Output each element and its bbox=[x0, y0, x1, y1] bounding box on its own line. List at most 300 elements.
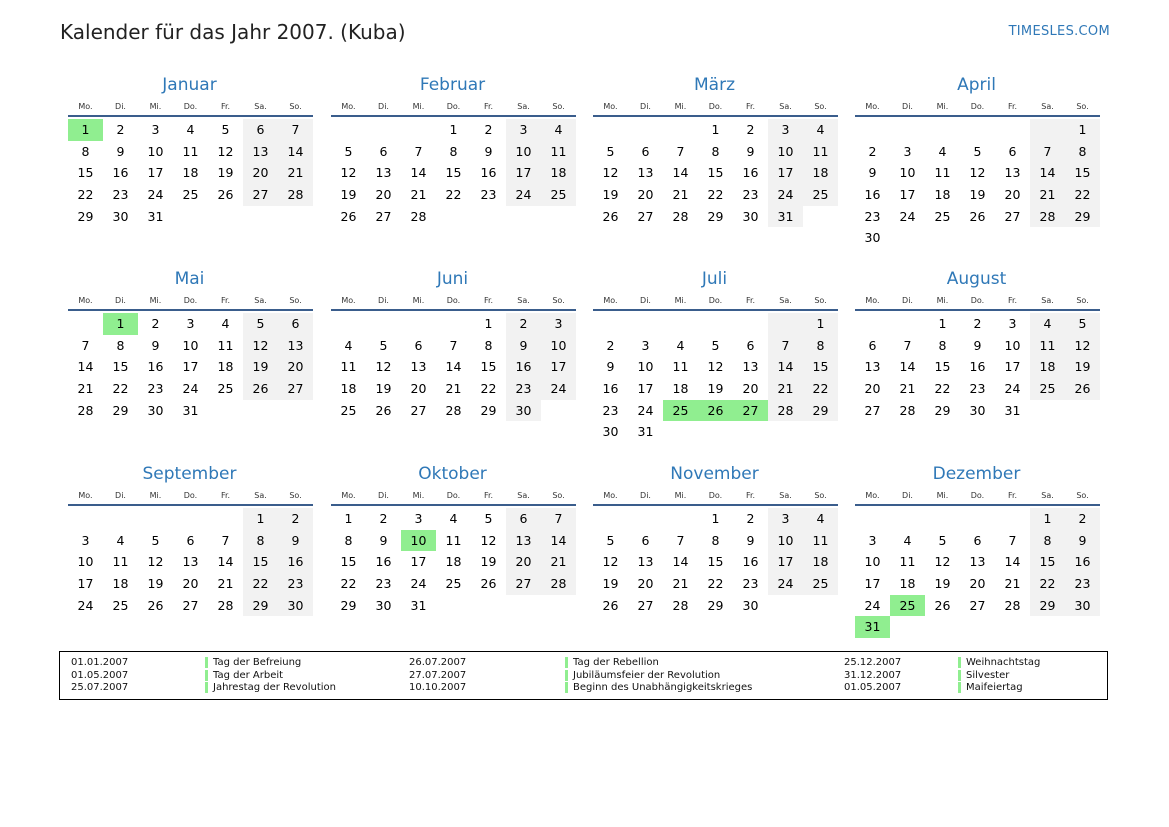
empty-cell bbox=[768, 421, 803, 443]
day-cell: 17 bbox=[506, 162, 541, 184]
day-cell: 17 bbox=[864, 576, 881, 592]
weekday-label: Fr. bbox=[1007, 491, 1018, 500]
weekday-header bbox=[331, 100, 576, 114]
weekday-label: Mi. bbox=[936, 102, 949, 111]
weekday-label: Mo. bbox=[341, 102, 356, 111]
weekday-label: Fr. bbox=[1007, 102, 1018, 111]
day-cell: 22 bbox=[77, 187, 94, 203]
day-cell: 28 bbox=[1030, 206, 1065, 228]
day-cell: 14 bbox=[445, 359, 462, 375]
day-cell: 12 bbox=[1065, 335, 1100, 357]
weekday-label: Sa. bbox=[254, 296, 267, 305]
empty-cell bbox=[68, 313, 103, 335]
day-cell: 21 bbox=[899, 381, 916, 397]
day-cell: 15 bbox=[77, 165, 94, 181]
empty-cell bbox=[436, 206, 471, 228]
day-cell: 1 bbox=[484, 316, 493, 331]
day-cell: 27 bbox=[506, 573, 541, 595]
weekday-header bbox=[593, 100, 838, 114]
weekday-header bbox=[855, 100, 1100, 114]
day-cell: 2 bbox=[746, 122, 755, 137]
day-cell: 18 bbox=[445, 554, 462, 570]
day-cell: 17 bbox=[637, 381, 654, 397]
day-cell: 26 bbox=[934, 597, 951, 613]
day-cell: 30 bbox=[506, 400, 541, 422]
header-rule bbox=[331, 115, 576, 117]
day-grid bbox=[593, 313, 838, 443]
month-3 bbox=[855, 74, 1100, 249]
day-cell: 11 bbox=[541, 141, 576, 163]
day-cell: 10 bbox=[1004, 337, 1021, 353]
day-cell: 20 bbox=[243, 162, 278, 184]
day-cell: 30 bbox=[864, 230, 881, 246]
day-cell: 23 bbox=[112, 187, 129, 203]
weekday-label: Do. bbox=[183, 491, 198, 500]
day-cell: 16 bbox=[506, 356, 541, 378]
day-grid bbox=[331, 313, 576, 421]
empty-cell bbox=[663, 421, 698, 443]
day-cell: 14 bbox=[410, 165, 427, 181]
day-cell: 6 bbox=[641, 532, 650, 548]
empty-cell bbox=[995, 227, 1030, 249]
day-cell: 16 bbox=[480, 165, 497, 181]
legend-date: 25.12.2007 bbox=[844, 657, 902, 668]
empty-cell bbox=[890, 227, 925, 249]
empty-cell bbox=[628, 508, 663, 530]
weekday-label: So. bbox=[552, 491, 565, 500]
header-rule bbox=[331, 504, 576, 506]
weekday-header bbox=[68, 294, 313, 308]
month-11 bbox=[855, 463, 1100, 638]
day-cell: 9 bbox=[484, 143, 493, 159]
day-cell: 22 bbox=[340, 576, 357, 592]
empty-cell bbox=[960, 119, 995, 141]
day-cell: 23 bbox=[506, 378, 541, 400]
day-cell: 10 bbox=[541, 335, 576, 357]
legend-holiday: Beginn des Unabhängigkeitskrieges bbox=[565, 682, 752, 693]
empty-cell bbox=[803, 595, 838, 617]
weekday-label: Mi. bbox=[149, 102, 162, 111]
empty-cell bbox=[208, 400, 243, 422]
day-cell: 1 bbox=[243, 508, 278, 530]
weekday-label: Fr. bbox=[745, 102, 756, 111]
day-cell: 7 bbox=[1030, 141, 1065, 163]
day-cell: 22 bbox=[1030, 573, 1065, 595]
legend-holiday: Silvester bbox=[958, 670, 1009, 681]
day-cell: 19 bbox=[340, 187, 357, 203]
day-cell: 3 bbox=[81, 532, 90, 548]
weekday-header bbox=[593, 294, 838, 308]
day-cell: 26 bbox=[969, 208, 986, 224]
day-cell: 8 bbox=[1065, 141, 1100, 163]
day-cell: 9 bbox=[506, 335, 541, 357]
day-cell: 17 bbox=[1004, 359, 1021, 375]
day-cell: 19 bbox=[217, 165, 234, 181]
header-rule bbox=[593, 309, 838, 311]
day-cell: 1 bbox=[711, 122, 720, 137]
weekday-label: Mi. bbox=[936, 491, 949, 500]
day-cell: 18 bbox=[672, 381, 689, 397]
weekday-header bbox=[68, 489, 313, 503]
day-cell: 26 bbox=[602, 208, 619, 224]
weekday-label: Di. bbox=[115, 296, 126, 305]
day-cell: 20 bbox=[637, 576, 654, 592]
day-cell: 25 bbox=[803, 184, 838, 206]
month-7 bbox=[855, 268, 1100, 421]
weekday-header bbox=[331, 489, 576, 503]
day-grid bbox=[331, 508, 576, 616]
day-cell: 9 bbox=[973, 337, 982, 353]
month-name: März bbox=[694, 75, 735, 95]
day-cell: 2 bbox=[973, 316, 982, 331]
weekday-label: Mi. bbox=[412, 491, 425, 500]
day-cell: 6 bbox=[746, 337, 755, 353]
day-cell: 18 bbox=[899, 576, 916, 592]
month-name: Februar bbox=[419, 75, 486, 95]
day-cell: 7 bbox=[449, 337, 458, 353]
day-cell: 23 bbox=[480, 187, 497, 203]
empty-cell bbox=[593, 313, 628, 335]
legend-holiday: Tag der Arbeit bbox=[205, 670, 283, 681]
day-cell: 6 bbox=[1008, 143, 1017, 159]
weekday-label: Mi. bbox=[149, 491, 162, 500]
day-cell: 15 bbox=[480, 359, 497, 375]
day-cell: 12 bbox=[340, 165, 357, 181]
legend-date: 31.12.2007 bbox=[844, 670, 902, 681]
empty-cell bbox=[208, 206, 243, 228]
day-cell: 28 bbox=[672, 208, 689, 224]
empty-cell bbox=[663, 508, 698, 530]
empty-cell bbox=[855, 313, 890, 335]
weekday-label: Sa. bbox=[517, 102, 530, 111]
day-cell: 7 bbox=[278, 119, 313, 141]
weekday-label: Sa. bbox=[254, 491, 267, 500]
day-cell: 23 bbox=[864, 208, 881, 224]
day-cell: 29 bbox=[934, 402, 951, 418]
day-cell: 1 bbox=[68, 119, 103, 141]
day-cell: 31 bbox=[855, 616, 890, 638]
empty-cell bbox=[663, 119, 698, 141]
weekday-label: Fr. bbox=[220, 102, 231, 111]
empty-cell bbox=[401, 119, 436, 141]
weekday-label: Mo. bbox=[341, 296, 356, 305]
day-cell: 8 bbox=[938, 337, 947, 353]
day-cell: 16 bbox=[864, 187, 881, 203]
legend-date: 26.07.2007 bbox=[409, 657, 467, 668]
day-cell: 24 bbox=[77, 597, 94, 613]
day-cell: 19 bbox=[147, 576, 164, 592]
day-cell: 19 bbox=[707, 381, 724, 397]
day-cell: 26 bbox=[217, 187, 234, 203]
empty-cell bbox=[331, 119, 366, 141]
day-cell: 16 bbox=[742, 165, 759, 181]
legend-date: 01.05.2007 bbox=[71, 670, 129, 681]
day-cell: 13 bbox=[375, 165, 392, 181]
day-cell: 27 bbox=[1004, 208, 1021, 224]
empty-cell bbox=[1030, 400, 1065, 422]
holiday-legend bbox=[59, 651, 1108, 700]
day-cell: 17 bbox=[182, 359, 199, 375]
day-cell: 21 bbox=[1030, 184, 1065, 206]
day-cell: 7 bbox=[81, 337, 90, 353]
day-cell: 10 bbox=[768, 141, 803, 163]
day-cell: 26 bbox=[375, 402, 392, 418]
empty-cell bbox=[541, 595, 576, 617]
day-cell: 7 bbox=[768, 335, 803, 357]
empty-cell bbox=[401, 313, 436, 335]
empty-cell bbox=[890, 119, 925, 141]
day-cell: 25 bbox=[112, 597, 129, 613]
weekday-label: Do. bbox=[708, 296, 723, 305]
day-cell: 15 bbox=[112, 359, 129, 375]
empty-cell bbox=[768, 313, 803, 335]
day-cell: 2 bbox=[116, 122, 125, 137]
day-cell: 22 bbox=[934, 381, 951, 397]
day-cell: 4 bbox=[449, 511, 458, 526]
day-cell: 10 bbox=[864, 554, 881, 570]
day-cell: 16 bbox=[112, 165, 129, 181]
weekday-label: Mi. bbox=[936, 296, 949, 305]
day-cell: 4 bbox=[344, 337, 353, 353]
day-cell: 26 bbox=[147, 597, 164, 613]
day-cell: 1 bbox=[711, 511, 720, 526]
empty-cell bbox=[173, 206, 208, 228]
day-cell: 27 bbox=[864, 402, 881, 418]
day-cell: 1 bbox=[1030, 508, 1065, 530]
day-cell: 31 bbox=[147, 208, 164, 224]
weekday-label: So. bbox=[289, 102, 302, 111]
day-cell: 2 bbox=[1065, 508, 1100, 530]
weekday-label: Fr. bbox=[1007, 296, 1018, 305]
empty-cell bbox=[366, 313, 401, 335]
day-cell: 19 bbox=[602, 187, 619, 203]
day-cell: 10 bbox=[182, 337, 199, 353]
day-cell: 10 bbox=[637, 359, 654, 375]
day-cell: 25 bbox=[803, 573, 838, 595]
day-cell: 3 bbox=[151, 122, 160, 137]
empty-cell bbox=[243, 206, 278, 228]
empty-cell bbox=[925, 616, 960, 638]
weekday-label: Sa. bbox=[1041, 491, 1054, 500]
day-cell: 14 bbox=[217, 554, 234, 570]
empty-cell bbox=[960, 508, 995, 530]
day-cell: 26 bbox=[602, 597, 619, 613]
day-cell: 3 bbox=[868, 532, 877, 548]
empty-cell bbox=[331, 313, 366, 335]
day-cell: 13 bbox=[278, 335, 313, 357]
day-cell: 5 bbox=[243, 313, 278, 335]
day-cell: 20 bbox=[637, 187, 654, 203]
day-cell: 27 bbox=[278, 378, 313, 400]
day-cell: 4 bbox=[676, 337, 685, 353]
weekday-label: Di. bbox=[378, 491, 389, 500]
empty-cell bbox=[208, 508, 243, 530]
weekday-label: Sa. bbox=[1041, 296, 1054, 305]
day-cell: 23 bbox=[742, 187, 759, 203]
day-cell: 29 bbox=[480, 402, 497, 418]
weekday-label: Di. bbox=[115, 491, 126, 500]
day-cell: 13 bbox=[506, 530, 541, 552]
weekday-label: Di. bbox=[378, 296, 389, 305]
month-0 bbox=[68, 74, 313, 227]
brand-link[interactable]: TIMESLES.COM bbox=[1008, 24, 1110, 39]
day-cell: 14 bbox=[1004, 554, 1021, 570]
weekday-label: Fr. bbox=[483, 102, 494, 111]
weekday-label: Mi. bbox=[412, 102, 425, 111]
empty-cell bbox=[506, 595, 541, 617]
day-cell: 12 bbox=[602, 554, 619, 570]
day-grid bbox=[593, 508, 838, 616]
day-cell: 1 bbox=[344, 511, 353, 526]
day-cell: 30 bbox=[969, 402, 986, 418]
empty-cell bbox=[471, 206, 506, 228]
day-cell: 24 bbox=[182, 381, 199, 397]
day-cell: 27 bbox=[243, 184, 278, 206]
day-cell: 2 bbox=[506, 313, 541, 335]
day-cell: 28 bbox=[768, 400, 803, 422]
legend-holiday: Weihnachtstag bbox=[958, 657, 1040, 668]
legend-date: 10.10.2007 bbox=[409, 682, 467, 693]
weekday-label: Di. bbox=[640, 296, 651, 305]
day-cell: 19 bbox=[480, 554, 497, 570]
day-cell: 8 bbox=[484, 337, 493, 353]
weekday-label: Di. bbox=[902, 491, 913, 500]
day-cell: 11 bbox=[217, 337, 234, 353]
month-name: Januar bbox=[162, 75, 217, 95]
day-cell: 8 bbox=[81, 143, 90, 159]
weekday-label: Mo. bbox=[865, 102, 880, 111]
day-cell: 2 bbox=[484, 122, 493, 137]
day-cell: 30 bbox=[147, 402, 164, 418]
empty-cell bbox=[925, 508, 960, 530]
weekday-label: Fr. bbox=[483, 491, 494, 500]
day-cell: 13 bbox=[637, 554, 654, 570]
day-cell: 27 bbox=[375, 208, 392, 224]
day-cell: 8 bbox=[449, 143, 458, 159]
day-cell: 6 bbox=[868, 337, 877, 353]
day-cell: 6 bbox=[186, 532, 195, 548]
weekday-label: Mo. bbox=[78, 491, 93, 500]
day-cell: 16 bbox=[375, 554, 392, 570]
legend-holiday: Jahrestag der Revolution bbox=[205, 682, 336, 693]
day-cell: 11 bbox=[934, 165, 951, 181]
day-cell: 27 bbox=[969, 597, 986, 613]
day-cell: 17 bbox=[768, 551, 803, 573]
day-cell: 28 bbox=[445, 402, 462, 418]
day-cell: 29 bbox=[340, 597, 357, 613]
month-4 bbox=[68, 268, 313, 421]
day-cell: 17 bbox=[768, 162, 803, 184]
day-cell: 18 bbox=[112, 576, 129, 592]
empty-cell bbox=[436, 313, 471, 335]
day-cell: 8 bbox=[711, 143, 720, 159]
day-cell: 14 bbox=[768, 356, 803, 378]
day-cell: 22 bbox=[1065, 184, 1100, 206]
day-cell: 24 bbox=[637, 402, 654, 418]
empty-cell bbox=[855, 119, 890, 141]
day-cell: 15 bbox=[243, 551, 278, 573]
empty-cell bbox=[890, 313, 925, 335]
day-cell: 13 bbox=[182, 554, 199, 570]
day-cell: 1 bbox=[1065, 119, 1100, 141]
day-cell: 11 bbox=[445, 532, 462, 548]
day-cell: 25 bbox=[182, 187, 199, 203]
empty-cell bbox=[1030, 119, 1065, 141]
empty-cell bbox=[68, 508, 103, 530]
day-cell: 18 bbox=[182, 165, 199, 181]
month-2 bbox=[593, 74, 838, 227]
day-grid bbox=[68, 313, 313, 421]
day-cell: 19 bbox=[969, 187, 986, 203]
day-cell: 15 bbox=[707, 165, 724, 181]
day-cell: 16 bbox=[969, 359, 986, 375]
empty-cell bbox=[960, 616, 995, 638]
weekday-label: Mo. bbox=[865, 491, 880, 500]
day-cell: 24 bbox=[1004, 381, 1021, 397]
day-cell: 25 bbox=[340, 402, 357, 418]
day-cell: 22 bbox=[112, 381, 129, 397]
day-cell: 10 bbox=[506, 141, 541, 163]
day-cell: 4 bbox=[221, 316, 230, 331]
page-title: Kalender für das Jahr 2007. (Kuba) bbox=[60, 20, 406, 44]
day-cell: 14 bbox=[278, 141, 313, 163]
day-cell: 22 bbox=[445, 187, 462, 203]
day-cell: 7 bbox=[221, 532, 230, 548]
day-cell: 18 bbox=[803, 162, 838, 184]
day-cell: 7 bbox=[414, 143, 423, 159]
empty-cell bbox=[855, 508, 890, 530]
empty-cell bbox=[278, 400, 313, 422]
empty-cell bbox=[733, 421, 768, 443]
day-grid bbox=[593, 119, 838, 227]
month-name: Mai bbox=[174, 269, 205, 289]
empty-cell bbox=[593, 119, 628, 141]
month-name: Oktober bbox=[418, 464, 487, 484]
weekday-label: Mo. bbox=[78, 102, 93, 111]
day-cell: 19 bbox=[375, 381, 392, 397]
day-cell: 20 bbox=[182, 576, 199, 592]
day-cell: 26 bbox=[480, 576, 497, 592]
day-cell: 4 bbox=[903, 532, 912, 548]
day-cell: 12 bbox=[934, 554, 951, 570]
empty-cell bbox=[995, 119, 1030, 141]
day-cell: 6 bbox=[973, 532, 982, 548]
weekday-label: Di. bbox=[902, 296, 913, 305]
day-cell: 15 bbox=[707, 554, 724, 570]
day-cell: 29 bbox=[1030, 595, 1065, 617]
day-cell: 8 bbox=[1030, 530, 1065, 552]
day-cell: 4 bbox=[116, 532, 125, 548]
header-rule bbox=[855, 504, 1100, 506]
day-cell: 5 bbox=[1065, 313, 1100, 335]
day-cell: 28 bbox=[77, 402, 94, 418]
day-cell: 7 bbox=[676, 532, 685, 548]
day-cell: 4 bbox=[803, 119, 838, 141]
day-cell: 28 bbox=[410, 208, 427, 224]
day-grid bbox=[68, 119, 313, 227]
empty-cell bbox=[733, 313, 768, 335]
day-cell: 13 bbox=[410, 359, 427, 375]
day-cell: 21 bbox=[410, 187, 427, 203]
empty-cell bbox=[628, 313, 663, 335]
day-cell: 4 bbox=[803, 508, 838, 530]
weekday-label: Mi. bbox=[149, 296, 162, 305]
weekday-label: Sa. bbox=[779, 102, 792, 111]
day-cell: 21 bbox=[768, 378, 803, 400]
day-cell: 15 bbox=[803, 356, 838, 378]
day-cell: 20 bbox=[1004, 187, 1021, 203]
weekday-label: Do. bbox=[446, 491, 461, 500]
